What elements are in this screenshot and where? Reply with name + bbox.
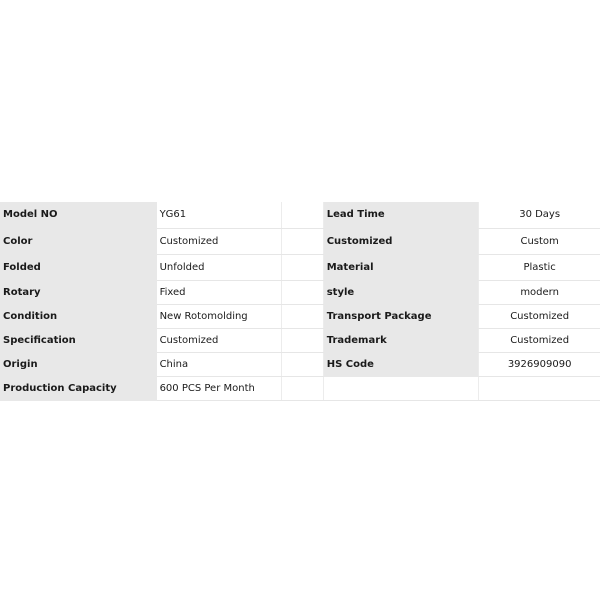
spec-value: Customized [479,304,600,328]
spec-key: Folded [0,254,157,280]
spec-value: China [157,352,282,376]
table-row [0,228,600,254]
column-gap [282,202,323,228]
table-row [0,352,600,376]
product-spec-table [0,202,600,401]
spec-key: Color [0,228,157,254]
column-gap [282,254,323,280]
spec-key: Production Capacity [0,376,157,400]
table-row [0,280,600,304]
spec-key: Origin [0,352,157,376]
table-row [0,328,600,352]
column-gap [282,352,323,376]
spec-value: Customized [479,328,600,352]
spec-key: Lead Time [323,202,479,228]
spec-key: Rotary [0,280,157,304]
column-gap [282,328,323,352]
spec-value: 3926909090 [479,352,600,376]
spec-value [479,376,600,400]
spec-value: 30 Days [479,202,600,228]
spec-key: Specification [0,328,157,352]
spec-value: Customized [157,228,282,254]
table-row [0,376,600,400]
spec-key: Model NO [0,202,157,228]
column-gap [282,280,323,304]
spec-key: style [323,280,479,304]
spec-value: Fixed [157,280,282,304]
spec-key: HS Code [323,352,479,376]
spec-key: Customized [323,228,479,254]
table-row [0,304,600,328]
spec-value: New Rotomolding [157,304,282,328]
spec-value: Plastic [479,254,600,280]
spec-key: Material [323,254,479,280]
spec-key: Trademark [323,328,479,352]
spec-key [323,376,479,400]
table-row [0,202,600,228]
spec-value: Custom [479,228,600,254]
column-gap [282,376,323,400]
table-row [0,254,600,280]
spec-value: modern [479,280,600,304]
spec-key: Condition [0,304,157,328]
column-gap [282,228,323,254]
spec-value: Customized [157,328,282,352]
column-gap [282,304,323,328]
spec-value: Unfolded [157,254,282,280]
spec-value: 600 PCS Per Month [157,376,282,400]
spec-value: YG61 [157,202,282,228]
spec-key: Transport Package [323,304,479,328]
